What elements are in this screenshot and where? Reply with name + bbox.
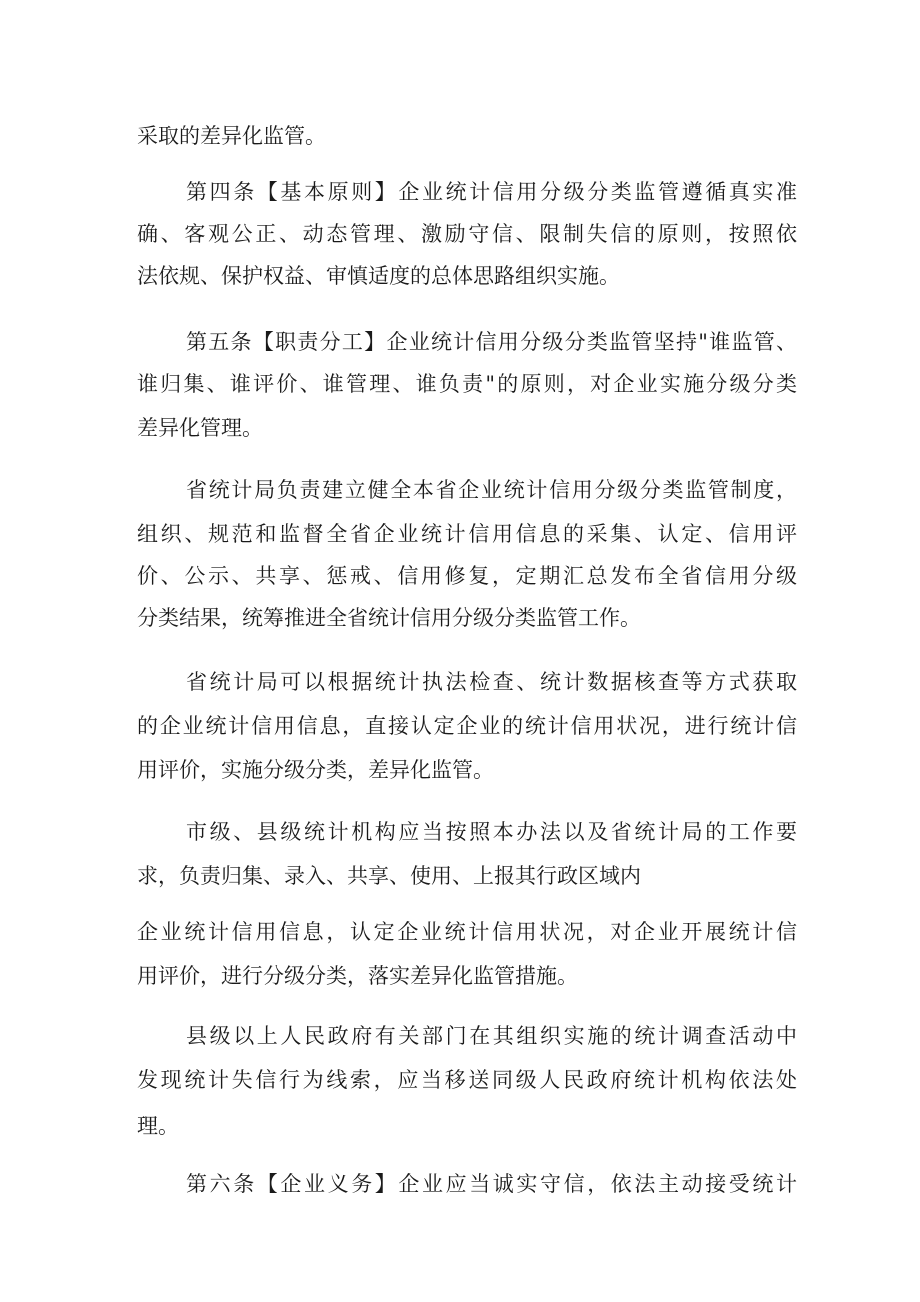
text-line: 发现统计失信行为线索，应当移送同级人民政府统计机构依法处 xyxy=(137,1068,797,1092)
text-line: 用评价，实施分级分类，差异化监管。 xyxy=(137,758,494,782)
text-line: 县级以上人民政府有关部门在其组织实施的统计调查活动中 xyxy=(186,1024,797,1048)
text-line: 省统计局负责建立健全本省企业统计信用分级分类监管制度， xyxy=(186,478,797,502)
text-line: 分类结果，统筹推进全省统计信用分级分类监管工作。 xyxy=(137,606,641,630)
article-5-line: 第五条【职责分工】企业统计信用分级分类监管坚持"谁监管、 xyxy=(186,330,797,354)
text-line: 求，负责归集、录入、共享、使用、上报其行政区域内 xyxy=(137,864,641,888)
text-line: 市级、县级统计机构应当按照本办法以及省统计局的工作要 xyxy=(186,820,797,844)
text-line: 组织、规范和监督全省企业统计信用信息的采集、认定、信用评 xyxy=(137,522,797,546)
text-line: 省统计局可以根据统计执法检查、统计数据核查等方式获取 xyxy=(186,670,797,694)
text-line: 确、客观公正、动态管理、激励守信、限制失信的原则，按照依 xyxy=(137,222,797,246)
text-line: 采取的差异化监管。 xyxy=(137,124,326,148)
text-line: 理。 xyxy=(137,1114,179,1138)
article-6-line: 第六条【企业义务】企业应当诚实守信，依法主动接受统计 xyxy=(186,1172,797,1196)
text-line: 法依规、保护权益、审慎适度的总体思路组织实施。 xyxy=(137,264,620,288)
text-line: 的企业统计信用信息，直接认定企业的统计信用状况，进行统计信 xyxy=(137,714,797,738)
text-line: 价、公示、共享、惩戒、信用修复，定期汇总发布全省信用分级 xyxy=(137,564,797,588)
article-4-line: 第四条【基本原则】企业统计信用分级分类监管遵循真实准 xyxy=(186,180,797,204)
text-line: 用评价，进行分级分类，落实差异化监管措施。 xyxy=(137,964,578,988)
text-line: 企业统计信用信息，认定企业统计信用状况，对企业开展统计信 xyxy=(137,920,797,944)
text-line: 差异化管理。 xyxy=(137,416,263,440)
text-line: 谁归集、谁评价、谁管理、谁负责"的原则，对企业实施分级分类 xyxy=(137,372,797,396)
